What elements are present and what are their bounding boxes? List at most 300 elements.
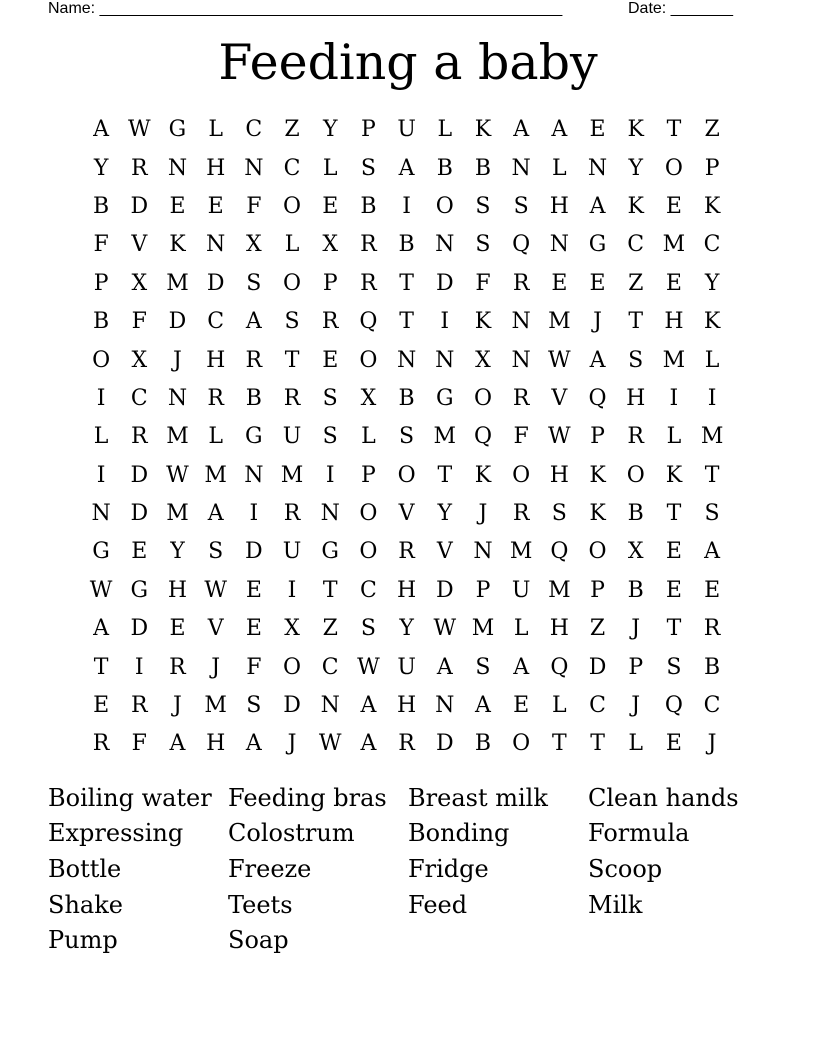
grid-letter: I [134,654,144,680]
grid-letter: C [283,155,301,181]
grid-letter: F [131,731,147,757]
grid-letter: F [246,193,262,219]
grid-letter: H [206,155,226,181]
grid-letter: X [131,347,148,373]
grid-letter: C [359,577,377,603]
grid-letter: J [593,309,602,335]
grid-letter: O [435,193,454,219]
grid-row [82,111,732,149]
grid-letter: R [207,385,224,411]
grid-letter: E [551,270,568,296]
grid-row [82,380,732,418]
grid-letter: M [700,424,724,450]
grid-letter: P [93,270,109,296]
grid-letter: S [475,654,491,680]
grid-letter: R [283,385,301,411]
grid-letter: R [360,270,377,296]
word-list-item: Colostrum [228,819,355,848]
grid-letter: P [590,424,605,450]
grid-letter: C [703,232,721,258]
grid-letter: E [665,270,682,296]
grid-letter: N [549,232,569,258]
grid-letter: M [662,232,686,258]
grid-letter: O [283,654,302,680]
grid-letter: A [704,539,721,565]
grid-letter: E [704,577,721,603]
grid-letter: G [435,385,454,411]
grid-letter: R [130,424,148,450]
grid-letter: D [435,577,454,603]
grid-letter: M [548,309,571,335]
word-list-item: Teets [228,890,293,919]
grid-letter: A [360,731,377,757]
grid-row [82,226,732,264]
grid-letter: N [320,693,340,719]
word-list-item: Boiling water [48,783,212,812]
grid-letter: S [284,309,300,335]
grid-letter: Y [437,501,453,527]
grid-letter: Y [399,616,414,642]
grid-letter: U [511,577,531,603]
grid-letter: I [440,309,450,335]
grid-letter: S [246,270,262,296]
word-list [48,780,768,958]
grid-letter: Q [512,232,531,258]
grid-letter: M [662,347,686,373]
grid-row [82,303,732,341]
grid-letter: H [206,347,226,373]
grid-letter: P [361,117,376,143]
grid-letter: N [511,155,531,181]
grid-letter: K [589,462,606,488]
grid-letter: D [435,731,454,757]
grid-letter: E [169,616,186,642]
grid-letter: E [131,539,148,565]
grid-letter: A [589,193,606,219]
word-list-item: Freeze [228,854,312,883]
word-search-grid [82,111,732,764]
grid-letter: Z [284,117,300,143]
grid-letter: H [664,309,684,335]
grid-letter: Q [550,654,569,680]
grid-row [82,149,732,187]
grid-letter: R [703,616,721,642]
grid-letter: B [474,155,492,181]
grid-letter: O [92,347,111,373]
grid-letter: N [167,155,188,181]
grid-letter: J [211,654,221,680]
grid-letter: U [282,424,302,450]
grid-letter: T [322,577,338,603]
grid-letter: D [130,501,149,527]
grid-letter: E [513,693,530,719]
grid-letter: X [322,232,339,258]
grid-row [82,572,732,610]
grid-letter: O [359,539,378,565]
grid-letter: K [627,193,644,219]
grid-letter: N [320,501,340,527]
grid-letter: S [475,232,491,258]
grid-letter: S [322,424,338,450]
grid-letter: I [669,385,679,411]
grid-row [82,687,732,725]
grid-letter: I [249,501,259,527]
grid-letter: V [207,616,224,642]
grid-letter: O [512,462,531,488]
grid-letter: J [287,731,297,757]
grid-letter: I [96,462,106,488]
grid-letter: J [707,731,717,757]
grid-letter: N [587,155,608,181]
grid-letter: G [588,232,607,258]
grid-letter: O [397,462,416,488]
grid-letter: W [127,117,151,143]
grid-letter: I [325,462,335,488]
page-title: Feeding a baby [218,34,598,91]
grid-letter: F [246,654,262,680]
grid-letter: A [513,654,530,680]
grid-letter: A [513,117,530,143]
grid-letter: K [703,193,721,219]
grid-letter: R [627,424,644,450]
grid-letter: S [360,155,376,181]
word-list-item: Shake [48,890,123,919]
grid-row [82,418,732,456]
grid-letter: H [167,577,188,603]
grid-letter: U [282,539,302,565]
grid-letter: H [549,616,569,642]
grid-letter: D [588,654,607,680]
grid-letter: W [357,654,380,680]
grid-letter: C [627,232,645,258]
grid-letter: E [322,193,339,219]
grid-letter: L [208,117,223,143]
grid-row [82,648,732,686]
grid-letter: S [399,424,415,450]
grid-letter: E [665,539,682,565]
word-list-item: Soap [228,926,289,955]
grid-letter: K [169,232,186,258]
grid-letter: B [436,155,453,181]
grid-letter: H [549,462,569,488]
grid-letter: S [475,193,491,219]
grid-letter: L [704,347,720,373]
grid-letter: B [704,654,721,680]
grid-letter: K [474,309,492,335]
grid-row [82,188,732,226]
grid-letter: L [437,117,453,143]
grid-letter: P [361,462,376,488]
grid-letter: O [359,501,378,527]
grid-row [82,265,732,303]
grid-letter: K [703,309,721,335]
grid-letter: N [511,347,531,373]
grid-letter: I [96,385,106,411]
grid-letter: E [207,193,224,219]
grid-letter: B [93,309,110,335]
grid-letter: R [321,309,339,335]
grid-letter: Z [589,616,606,642]
grid-letter: T [628,309,644,335]
grid-letter: S [513,193,529,219]
name-field-label: Name: ____________________________________________________ [48,0,563,17]
grid-letter: L [628,731,644,757]
grid-letter: B [398,232,415,258]
grid-letter: E [665,577,682,603]
grid-letter: O [473,385,492,411]
grid-letter: J [173,347,182,373]
grid-letter: B [474,731,492,757]
grid-letter: C [589,693,606,719]
grid-letter: F [513,424,529,450]
grid-letter: A [93,117,110,143]
grid-letter: W [318,731,342,757]
grid-letter: L [208,424,223,450]
grid-letter: R [512,501,530,527]
grid-letter: A [436,654,453,680]
grid-letter: P [322,270,338,296]
grid-letter: G [92,539,110,565]
grid-row [82,533,732,571]
grid-letter: B [627,501,644,527]
grid-letter: J [478,501,488,527]
grid-letter: A [360,693,377,719]
grid-letter: A [475,693,491,719]
grid-letter: A [589,347,606,373]
grid-letter: I [287,577,297,603]
grid-letter: H [549,193,569,219]
grid-row [82,725,732,763]
grid-letter: B [245,385,262,411]
grid-letter: Q [473,424,492,450]
grid-letter: O [283,270,302,296]
grid-letter: N [473,539,493,565]
grid-letter: N [435,693,455,719]
grid-letter: I [707,385,717,411]
grid-letter: F [475,270,491,296]
grid-letter: M [509,539,533,565]
grid-letter: W [548,347,571,373]
grid-letter: W [89,577,113,603]
grid-letter: Z [322,616,338,642]
grid-letter: R [169,654,186,680]
grid-letter: N [511,309,531,335]
grid-letter: S [322,385,338,411]
date-field-label: Date: _______ [628,0,733,17]
header [48,0,748,20]
grid-letter: T [284,347,300,373]
grid-letter: T [437,462,453,488]
grid-letter: F [131,309,147,335]
grid-letter: X [131,270,148,296]
grid-letter: T [590,731,605,757]
grid-letter: E [665,193,682,219]
grid-letter: E [665,731,682,757]
grid-letter: Q [664,693,683,719]
grid-letter: D [206,270,225,296]
grid-letter: G [168,117,187,143]
grid-letter: L [284,232,300,258]
grid-letter: V [436,539,453,565]
grid-letter: W [204,577,227,603]
grid-letter: M [166,501,189,527]
word-list-item: Formula [588,819,690,848]
grid-letter: I [402,193,411,219]
grid-row [82,341,732,379]
word-list-item: Bottle [48,854,122,883]
grid-letter: T [666,616,682,642]
grid-letter: B [360,193,377,219]
grid-letter: S [360,616,376,642]
grid-letter: D [435,270,454,296]
grid-letter: A [169,731,186,757]
grid-letter: S [666,654,682,680]
grid-letter: X [360,385,377,411]
grid-letter: Y [93,155,109,181]
grid-letter: Q [588,385,607,411]
word-list-item: Breast milk [408,783,548,812]
grid-letter: C [245,117,263,143]
grid-letter: R [130,155,148,181]
grid-letter: R [360,232,377,258]
grid-letter: K [474,117,492,143]
grid-letter: H [397,577,417,603]
grid-letter: V [131,232,148,258]
grid-letter: X [627,539,644,565]
grid-letter: O [512,731,531,757]
grid-letter: C [321,654,339,680]
grid-row [82,495,732,533]
grid-letter: N [396,347,417,373]
grid-letter: W [548,424,571,450]
grid-letter: N [244,462,264,488]
grid-letter: D [130,462,149,488]
grid-letter: T [93,654,109,680]
grid-letter: M [548,577,571,603]
grid-letter: G [321,539,339,565]
grid-letter: J [631,616,641,642]
word-list-item: Fridge [408,854,489,883]
grid-letter: Y [170,539,185,565]
grid-letter: C [207,309,225,335]
grid-letter: Y [322,117,338,143]
grid-letter: L [513,616,529,642]
grid-letter: A [93,616,110,642]
grid-letter: J [173,693,182,719]
grid-letter: R [130,693,148,719]
word-list-item: Scoop [588,854,663,883]
grid-letter: X [284,616,300,642]
grid-letter: T [704,462,720,488]
grid-letter: L [552,693,567,719]
grid-letter: L [361,424,376,450]
grid-letter: R [512,385,530,411]
grid-letter: V [551,385,568,411]
grid-letter: P [628,654,644,680]
grid-letter: A [245,309,262,335]
grid-letter: N [91,501,111,527]
grid-letter: N [435,232,455,258]
grid-letter: E [245,577,262,603]
grid-letter: B [93,193,110,219]
grid-letter: X [475,347,491,373]
grid-letter: A [551,117,568,143]
grid-letter: R [398,539,415,565]
grid-letter: Q [550,539,569,565]
word-list-item: Expressing [48,819,184,848]
grid-letter: N [244,155,264,181]
grid-letter: T [666,117,682,143]
grid-letter: D [245,539,263,565]
grid-letter: K [665,462,683,488]
word-list-item: Pump [48,926,118,955]
grid-letter: E [93,693,110,719]
grid-letter: M [280,462,304,488]
grid-letter: D [130,193,149,219]
word-list-item: Clean hands [588,783,739,812]
grid-letter: T [552,731,567,757]
grid-letter: Z [628,270,644,296]
word-list-item: Milk [588,890,643,919]
grid-letter: P [590,577,605,603]
grid-letter: T [399,270,414,296]
grid-letter: A [207,501,224,527]
grid-letter: A [245,731,262,757]
grid-letter: P [704,155,720,181]
grid-letter: J [631,693,641,719]
grid-letter: R [512,270,530,296]
grid-letter: T [666,501,682,527]
grid-letter: S [246,693,262,719]
grid-letter: S [208,539,224,565]
word-list-item: Bonding [408,819,510,848]
grid-letter: V [398,501,415,527]
grid-letter: E [589,117,606,143]
grid-letter: S [704,501,720,527]
grid-letter: Y [704,270,720,296]
grid-letter: M [433,424,457,450]
grid-letter: U [397,654,416,680]
grid-letter: O [283,193,302,219]
grid-letter: Y [628,155,643,181]
grid-letter: F [93,232,109,258]
grid-row [82,610,732,648]
grid-letter: M [166,424,189,450]
grid-letter: W [166,462,189,488]
grid-letter: D [168,309,187,335]
grid-letter: G [245,424,263,450]
grid-letter: B [627,577,644,603]
grid-letter: H [206,731,226,757]
grid-letter: L [93,424,109,450]
grid-letter: L [552,155,567,181]
grid-letter: G [130,577,149,603]
grid-letter: N [435,347,455,373]
grid-letter: E [169,193,186,219]
grid-letter: R [245,347,263,373]
grid-letter: O [359,347,378,373]
grid-letter: O [664,155,683,181]
grid-letter: X [246,232,262,258]
grid-letter: N [167,385,188,411]
grid-letter: U [397,117,416,143]
grid-letter: N [206,232,226,258]
grid-letter: D [283,693,301,719]
grid-letter: P [475,577,491,603]
grid-letter: A [398,155,415,181]
grid-row [82,457,732,495]
grid-letter: L [322,155,338,181]
